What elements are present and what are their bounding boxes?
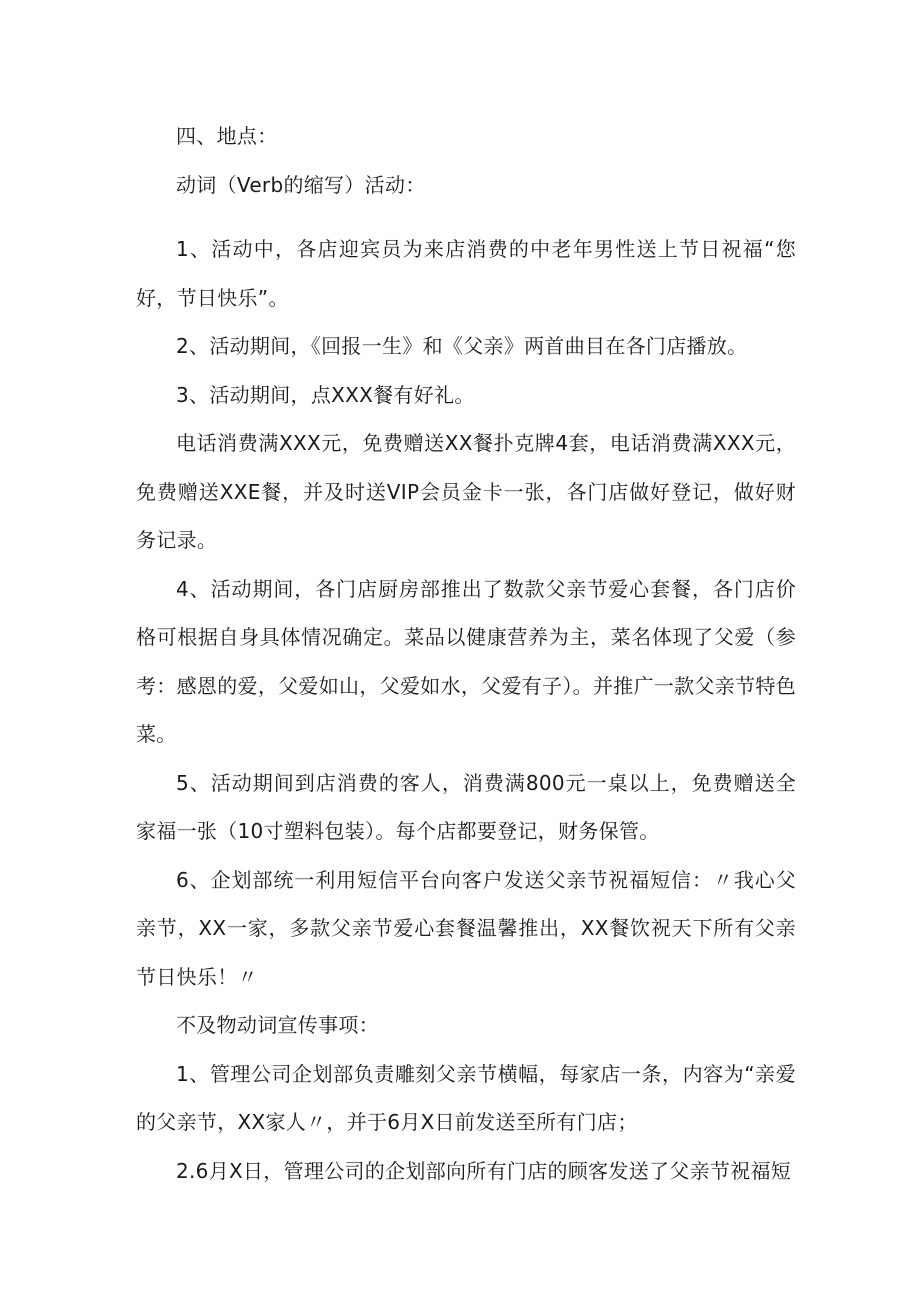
section-heading-promotion: 不及物动词宣传事项：: [176, 1013, 379, 1037]
paragraph-promotion-1: 1、管理公司企划部负责雕刻父亲节横幅，每家店一条，内容为“亲爱的父亲节，XX家人〃，并于6月X日前发送至所有门店；: [136, 1061, 796, 1134]
section-heading-activities: 动词（Verb的缩写）活动：: [176, 172, 426, 197]
paragraph-phone-offer: 电话消费满XXX元，免费赠送XX餐扑克牌4套，电话消费满XXX元，免费赠送XXE餐，并及时送VIP会员金卡一张，各门店做好登记，做好财务记录。: [136, 431, 796, 552]
blank-line: [136, 209, 796, 225]
paragraph-promotion-2: 2.6月X日，管理公司的企划部向所有门店的顾客发送了父亲节祝福短: [176, 1158, 792, 1183]
document-body: [136, 112, 796, 1195]
paragraph-activity-6: 6、企划部统一利用短信平台向客户发送父亲节祝福短信：〃我心父亲节，XX一家，多款父亲节爱心套餐温馨推出，XX餐饮祝天下所有父亲节日快乐！〃: [136, 867, 796, 989]
paragraph-activity-5: 5、活动期间到店消费的客人，消费满800元一桌以上，免费赠送全家福一张（10寸塑料包装）。每个店都要登记，财务保管。: [136, 770, 796, 843]
paragraph-activity-2: 2、活动期间，《回报一生》和《父亲》两首曲目在各门店播放。: [176, 334, 748, 358]
section-heading-location: 四、地点：: [176, 124, 278, 148]
paragraph-activity-1: 1、活动中，各店迎宾员为来店消费的中老年男性送上节日祝福“您好，节日快乐”。: [136, 237, 796, 310]
paragraph-activity-4: 4、活动期间，各门店厨房部推出了数款父亲节爱心套餐，各门店价格可根据自身具体情况确定。菜品以健康营养为主，菜名体现了父爱（参考：感恩的爱，父爱如山，父爱如水，父爱有子）。并推广一款父亲节特色菜。: [136, 576, 796, 746]
paragraph-activity-3: 3、活动期间，点XXX餐有好礼。: [176, 382, 475, 407]
